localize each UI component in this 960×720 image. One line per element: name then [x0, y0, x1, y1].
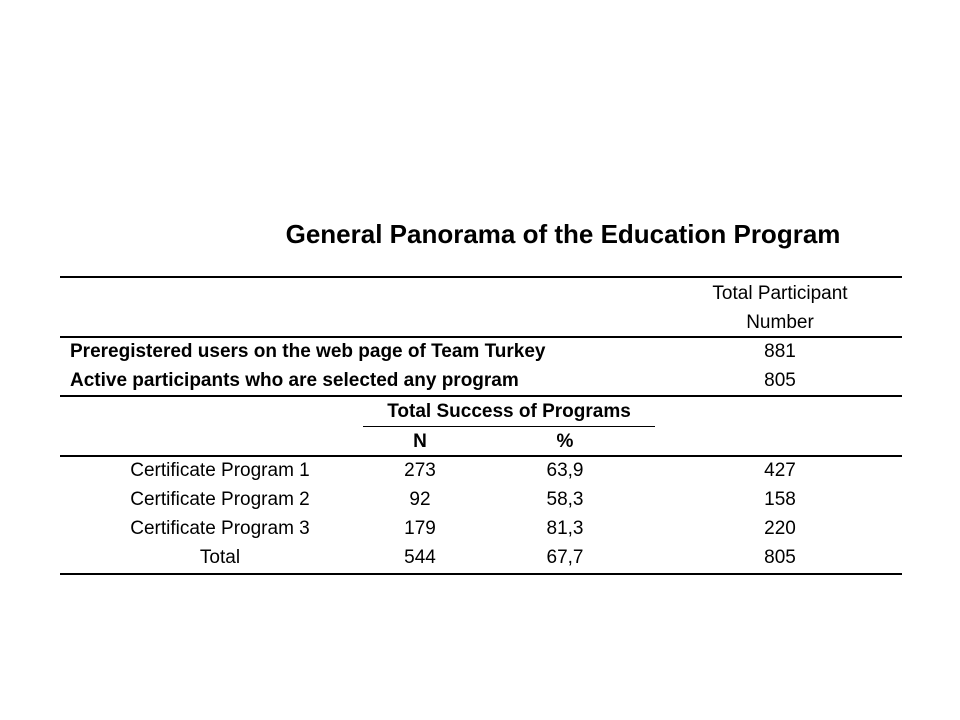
total-participant-header-line2: Number [746, 312, 814, 333]
pct-column-header: % [556, 431, 574, 452]
bottom-rule [60, 573, 902, 575]
program-total: 427 [764, 460, 796, 481]
program-n: 273 [404, 460, 436, 481]
program-pct: 63,9 [546, 460, 584, 481]
total-participant-header-line1: Total Participant [712, 283, 848, 304]
summary-label: Active participants who are selected any program [70, 370, 519, 391]
program-n: 92 [409, 489, 431, 510]
table-title: General Panorama of the Education Program [285, 219, 841, 249]
program-pct: 58,3 [546, 489, 584, 510]
program-label: Total [199, 547, 241, 568]
summary-value: 881 [764, 341, 796, 362]
program-total: 158 [764, 489, 796, 510]
success-group-header: Total Success of Programs [387, 401, 631, 422]
program-total: 220 [764, 518, 796, 539]
program-label: Certificate Program 2 [130, 489, 310, 510]
program-n: 544 [404, 547, 436, 568]
program-pct: 81,3 [546, 518, 584, 539]
summary-value: 805 [764, 370, 796, 391]
program-total: 805 [764, 547, 796, 568]
summary-label: Preregistered users on the web page of Team Turkey [70, 341, 546, 362]
program-n: 179 [404, 518, 436, 539]
program-label: Certificate Program 3 [130, 518, 310, 539]
top-rule [60, 276, 902, 278]
n-column-header: N [413, 431, 427, 452]
program-label: Certificate Program 1 [130, 460, 310, 481]
program-pct: 67,7 [546, 547, 584, 568]
